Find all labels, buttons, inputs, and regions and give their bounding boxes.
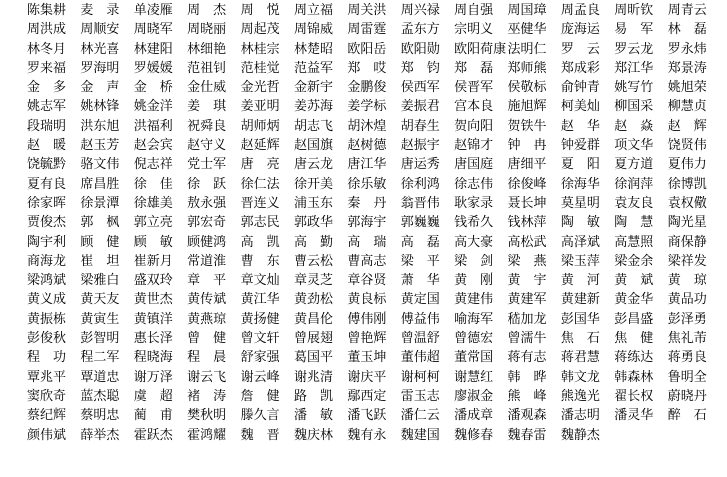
name-cell: 滕久言	[240, 408, 280, 424]
name-cell: 徐仁法	[240, 176, 280, 192]
name-cell: 洪福利	[133, 118, 173, 134]
name-cell: 潘灵华	[614, 408, 654, 424]
name-cell: 程 功	[27, 350, 67, 366]
name-cell: 褚 涛	[187, 388, 227, 404]
name-cell: 项文华	[614, 138, 654, 154]
name-cell: 章灵芝	[293, 273, 333, 289]
name-cell: 周昕钦	[614, 3, 654, 18]
name-cell: 唐运秀	[400, 157, 440, 173]
name-cell: 夏有良	[27, 176, 67, 192]
name-cell: 罗海明	[80, 60, 120, 76]
name-cell: 霍跃杰	[133, 427, 173, 443]
name-cell: 董常国	[454, 350, 494, 366]
name-cell: 金仕威	[187, 80, 227, 96]
name-cell: 夏方道	[614, 157, 654, 173]
name-cell: 高 凯	[240, 234, 280, 250]
name-cell: 徐乐敏	[347, 176, 387, 192]
name-cell: 周 杰	[187, 3, 227, 18]
name-cell: 唐 亮	[240, 157, 280, 173]
name-cell: 徐开美	[293, 176, 333, 192]
name-cell: 赵延辉	[240, 138, 280, 154]
name-cell: 廖淑金	[454, 388, 494, 404]
name-cell: 董玉坤	[347, 350, 387, 366]
name-cell: 柳慧贞	[667, 99, 707, 115]
name-cell: 谢庆平	[347, 369, 387, 385]
name-cell: 魏春雷	[507, 427, 547, 443]
name-cell: 熊 峰	[507, 388, 547, 404]
name-cell: 单凌雁	[133, 3, 173, 18]
name-cell: 黄寅生	[80, 311, 120, 327]
name-cell: 唐江华	[347, 157, 387, 173]
name-cell: 林楚昭	[293, 41, 333, 57]
name-cell: 蒋勇良	[667, 350, 707, 366]
name-cell: 梁金余	[614, 253, 654, 269]
name-cell: 彭智明	[80, 331, 120, 347]
name-cell: 柯美灿	[560, 99, 600, 115]
name-cell: 庞海运	[560, 22, 600, 38]
name-cell: 董伟超	[400, 350, 440, 366]
name-cell: 黄 斌	[614, 273, 654, 289]
name-cell: 曾温舒	[400, 331, 440, 347]
name-cell: 宫本良	[454, 99, 494, 115]
name-cell: 徐海华	[560, 176, 600, 192]
name-cell: 高大豪	[454, 234, 494, 250]
name-cell: 聂长坤	[507, 195, 547, 211]
name-cell: 盛双玲	[133, 273, 173, 289]
name-cell: 黄 琼	[667, 273, 707, 289]
name-cell: 陶 慧	[614, 215, 654, 231]
name-cell: 萧 华	[400, 273, 440, 289]
name-cell: 黄良标	[347, 292, 387, 308]
name-cell: 胡沐煌	[347, 118, 387, 134]
name-cell: 郑 钧	[400, 60, 440, 76]
name-cell: 晋连义	[240, 195, 280, 211]
name-cell: 徐 佳	[133, 176, 173, 192]
name-cell: 徐志伟	[454, 176, 494, 192]
name-cell: 周国璋	[507, 3, 547, 18]
name-cell: 姜苏海	[293, 99, 333, 115]
name-list-grid	[27, 1, 727, 445]
name-cell: 侯晋军	[454, 80, 494, 96]
name-cell: 詹 健	[240, 388, 280, 404]
name-cell: 程二军	[80, 350, 120, 366]
name-cell: 周兴禄	[400, 3, 440, 18]
name-cell: 郭志民	[240, 215, 280, 231]
name-cell: 曾艳辉	[347, 331, 387, 347]
name-cell: 法明仁	[507, 41, 547, 57]
name-cell: 程 晨	[187, 350, 227, 366]
name-cell: 章 平	[187, 273, 227, 289]
name-cell: 蔺 甫	[133, 408, 173, 424]
name-cell: 章谷贤	[347, 273, 387, 289]
name-cell: 郭 枫	[80, 215, 120, 231]
name-cell: 蔚晓丹	[667, 388, 707, 404]
name-cell: 赵振宇	[400, 138, 440, 154]
name-cell: 曾展翅	[293, 331, 333, 347]
name-cell: 蒋有志	[507, 350, 547, 366]
name-cell: 周孟良	[560, 3, 600, 18]
name-cell: 耿家录	[454, 195, 494, 211]
name-cell: 鄢西定	[347, 388, 387, 404]
name-cell: 魏庆林	[293, 427, 333, 443]
name-cell: 常道淮	[187, 253, 227, 269]
name-cell: 曹高志	[347, 253, 387, 269]
name-cell: 崔新月	[133, 253, 173, 269]
name-cell: 倪志祥	[133, 157, 173, 173]
name-cell: 醉 石	[667, 408, 707, 424]
name-cell: 窦欣奇	[27, 388, 67, 404]
name-cell: 彭俊秋	[27, 331, 67, 347]
name-cell: 谢万泽	[133, 369, 173, 385]
name-cell: 黄 刚	[454, 273, 494, 289]
name-cell: 梁雅白	[80, 273, 120, 289]
name-cell: 徐润萍	[614, 176, 654, 192]
name-cell: 喻海军	[454, 311, 494, 327]
name-cell: 黄品功	[667, 292, 707, 308]
name-cell: 徐 跃	[187, 176, 227, 192]
name-cell: 高松武	[507, 234, 547, 250]
name-cell: 潘观森	[507, 408, 547, 424]
name-cell: 周晓丽	[187, 22, 227, 38]
name-cell: 谢云峰	[240, 369, 280, 385]
name-cell: 洪东旭	[80, 118, 120, 134]
name-cell: 金 声	[80, 80, 120, 96]
name-cell: 赵国旗	[293, 138, 333, 154]
name-cell: 罗永炜	[667, 41, 707, 57]
name-cell: 胡志飞	[293, 118, 333, 134]
name-cell: 蒋练达	[614, 350, 654, 366]
name-cell: 欧阳荷康	[454, 41, 507, 57]
name-cell: 潘志明	[560, 408, 600, 424]
name-cell: 易 军	[614, 22, 654, 38]
name-cell: 范祖钊	[187, 60, 227, 76]
name-cell: 巫健华	[507, 22, 547, 38]
name-cell: 赵 暖	[27, 138, 67, 154]
name-cell: 赵锦才	[454, 138, 494, 154]
name-cell: 蔡明忠	[80, 408, 120, 424]
name-cell: 曹 东	[240, 253, 280, 269]
name-cell: 欧阳岳	[347, 41, 387, 57]
name-cell: 黄振栋	[27, 311, 67, 327]
name-cell: 钱林萍	[507, 215, 547, 231]
name-cell: 徐景潭	[80, 195, 120, 211]
name-cell: 饶毓黔	[27, 157, 67, 173]
name-cell: 周 悦	[240, 3, 280, 18]
name-cell: 舒家强	[240, 350, 280, 366]
name-cell: 唐云龙	[293, 157, 333, 173]
name-cell: 魏静杰	[560, 427, 600, 443]
name-cell: 黄世杰	[133, 292, 173, 308]
name-cell: 蒋君慧	[560, 350, 600, 366]
name-cell: 郑成彩	[560, 60, 600, 76]
name-cell: 周晓军	[133, 22, 173, 38]
name-cell: 颜伟斌	[27, 427, 67, 443]
name-cell: 焦 石	[560, 331, 600, 347]
name-cell: 徐博凯	[667, 176, 707, 192]
name-cell: 欧阳勋	[400, 41, 440, 57]
name-cell: 范桂觉	[240, 60, 280, 76]
name-cell: 赵会宾	[133, 138, 173, 154]
name-cell: 郑师熊	[507, 60, 547, 76]
name-cell: 赵守义	[187, 138, 227, 154]
name-cell: 魏修春	[454, 427, 494, 443]
name-cell: 秦 丹	[347, 195, 387, 211]
name-cell: 胡师炳	[240, 118, 280, 134]
name-cell: 罗 云	[560, 41, 600, 57]
name-cell: 钱希久	[454, 215, 494, 231]
name-cell: 彭泽勇	[667, 311, 707, 327]
name-cell: 傅伟刚	[347, 311, 387, 327]
name-cell: 周洪成	[27, 22, 67, 38]
name-cell: 罗媛媛	[133, 60, 173, 76]
name-cell: 俞钟青	[560, 80, 600, 96]
name-cell: 梁 燕	[507, 253, 547, 269]
name-cell: 林细艳	[187, 41, 227, 57]
name-cell: 林桂宗	[240, 41, 280, 57]
name-cell: 韩文龙	[560, 369, 600, 385]
name-cell: 钟爱群	[560, 138, 600, 154]
name-cell: 姜亚明	[240, 99, 280, 115]
name-cell: 魏有永	[347, 427, 387, 443]
name-cell: 黄义成	[27, 292, 67, 308]
name-cell: 谢慧红	[454, 369, 494, 385]
name-cell: 焦礼芾	[667, 331, 707, 347]
name-cell: 袁友良	[614, 195, 654, 211]
name-cell: 路 凯	[293, 388, 333, 404]
name-cell: 袁权儆	[667, 195, 707, 211]
name-cell: 商海龙	[27, 253, 67, 269]
name-cell: 陶光星	[667, 215, 707, 231]
name-cell: 段瑞明	[27, 118, 67, 134]
name-cell: 施旭辉	[507, 99, 547, 115]
name-cell: 顾 敏	[133, 234, 173, 250]
name-cell: 林建阳	[133, 41, 173, 57]
name-cell: 葛国平	[293, 350, 333, 366]
name-cell: 姚旭荣	[667, 80, 707, 96]
name-cell: 周关洪	[347, 3, 387, 18]
name-cell: 黄建伟	[454, 292, 494, 308]
name-cell: 陶宇利	[27, 234, 67, 250]
name-cell: 赵 华	[560, 118, 600, 134]
name-cell: 虞 超	[133, 388, 173, 404]
name-cell: 谢柯柯	[400, 369, 440, 385]
name-cell: 祝舜良	[187, 118, 227, 134]
name-cell: 敖永强	[187, 195, 227, 211]
name-cell: 郭巍巍	[400, 215, 440, 231]
name-cell: 林冬月	[27, 41, 67, 57]
name-cell: 潘 敏	[293, 408, 333, 424]
name-cell: 郑江华	[614, 60, 654, 76]
name-cell: 高泽斌	[560, 234, 600, 250]
name-cell: 姜学标	[347, 99, 387, 115]
name-cell: 贾俊杰	[27, 215, 67, 231]
name-cell: 周立福	[293, 3, 333, 18]
name-cell: 唐国庭	[454, 157, 494, 173]
name-cell: 黄传斌	[187, 292, 227, 308]
name-cell: 钟 冉	[507, 138, 547, 154]
name-cell: 嵇加龙	[507, 311, 547, 327]
name-cell: 林光喜	[80, 41, 120, 57]
name-cell: 金光哲	[240, 80, 280, 96]
name-cell: 潘成章	[454, 408, 494, 424]
name-cell: 金新宇	[293, 80, 333, 96]
name-cell: 谢云飞	[187, 369, 227, 385]
name-cell: 韩森林	[614, 369, 654, 385]
name-cell: 林 磊	[667, 22, 707, 38]
name-cell: 顾健鸿	[187, 234, 227, 250]
name-cell: 曾德宏	[454, 331, 494, 347]
name-cell: 黄定国	[400, 292, 440, 308]
name-cell: 金 多	[27, 80, 67, 96]
name-cell: 蓝杰聪	[80, 388, 120, 404]
name-cell: 黄建新	[560, 292, 600, 308]
name-cell: 黄昌伦	[293, 311, 333, 327]
name-cell: 周起茂	[240, 22, 280, 38]
name-cell: 党士军	[187, 157, 227, 173]
name-cell: 彭国华	[560, 311, 600, 327]
name-cell: 薛举杰	[80, 427, 120, 443]
name-cell: 金 桥	[133, 80, 173, 96]
name-cell: 饶贤伟	[667, 138, 707, 154]
name-cell: 郭宏奇	[187, 215, 227, 231]
name-cell: 章文灿	[240, 273, 280, 289]
name-cell: 莫星明	[560, 195, 600, 211]
name-cell: 胡春生	[400, 118, 440, 134]
name-cell: 徐家晖	[27, 195, 67, 211]
name-cell: 高 勤	[293, 234, 333, 250]
name-cell: 梁祥发	[667, 253, 707, 269]
name-cell: 魏 晋	[240, 427, 280, 443]
name-cell: 陈集耕	[27, 3, 67, 18]
name-cell: 侯敬标	[507, 80, 547, 96]
name-cell: 覃兆平	[27, 369, 67, 385]
name-cell: 姚志军	[27, 99, 67, 115]
name-cell: 姚金洋	[133, 99, 173, 115]
name-cell: 夏 阳	[560, 157, 600, 173]
name-cell: 席昌胜	[80, 176, 120, 192]
name-cell: 程晓海	[133, 350, 173, 366]
name-cell: 傅益伟	[400, 311, 440, 327]
name-cell: 梁玉萍	[560, 253, 600, 269]
name-cell: 黄江华	[240, 292, 280, 308]
name-cell: 姚林锋	[80, 99, 120, 115]
name-cell: 霍鸿耀	[187, 427, 227, 443]
name-cell: 黄扬健	[240, 311, 280, 327]
name-cell: 赵 焱	[614, 118, 654, 134]
name-cell: 谢兆清	[293, 369, 333, 385]
name-cell: 黄燕琼	[187, 311, 227, 327]
name-cell: 鲁明全	[667, 369, 707, 385]
name-cell: 蔡纪辉	[27, 408, 67, 424]
name-cell: 赵树德	[347, 138, 387, 154]
name-cell: 潘飞跃	[347, 408, 387, 424]
name-cell: 姜 琪	[187, 99, 227, 115]
name-cell: 孟东方	[400, 22, 440, 38]
name-cell: 周雷霆	[347, 22, 387, 38]
name-cell: 赵玉芳	[80, 138, 120, 154]
name-cell: 贺向阳	[454, 118, 494, 134]
name-cell: 覃道忠	[80, 369, 120, 385]
name-cell: 唐细平	[507, 157, 547, 173]
name-cell: 高 瑞	[347, 234, 387, 250]
name-cell: 熊逸光	[560, 388, 600, 404]
name-cell: 周锦威	[293, 22, 333, 38]
name-cell: 陶 敏	[560, 215, 600, 231]
name-cell: 曾 健	[187, 331, 227, 347]
name-cell: 郑景涛	[667, 60, 707, 76]
name-cell: 樊秋明	[187, 408, 227, 424]
name-cell: 黄建军	[507, 292, 547, 308]
name-cell: 罗来福	[27, 60, 67, 76]
name-cell: 翁晋伟	[400, 195, 440, 211]
name-cell: 崔 坦	[80, 253, 120, 269]
name-cell: 徐利鸿	[400, 176, 440, 192]
name-cell: 周青云	[667, 3, 707, 18]
name-cell: 骆文伟	[80, 157, 120, 173]
name-cell: 黄金华	[614, 292, 654, 308]
name-cell: 梁 剑	[454, 253, 494, 269]
name-cell: 周自强	[454, 3, 494, 18]
name-cell: 徐俊峰	[507, 176, 547, 192]
name-cell: 郑 哎	[347, 60, 387, 76]
name-cell: 姚写竹	[614, 80, 654, 96]
name-cell: 黄劲松	[293, 292, 333, 308]
name-cell: 梁 平	[400, 253, 440, 269]
name-cell: 郭海宇	[347, 215, 387, 231]
name-cell: 曾濡牛	[507, 331, 547, 347]
name-cell: 高慧照	[614, 234, 654, 250]
name-cell: 魏建国	[400, 427, 440, 443]
name-cell: 顾 健	[80, 234, 120, 250]
name-cell: 郭立亮	[133, 215, 173, 231]
name-cell: 赵 辉	[667, 118, 707, 134]
name-cell: 金鹏俊	[347, 80, 387, 96]
name-cell: 郭政华	[293, 215, 333, 231]
name-cell: 彭昌盛	[614, 311, 654, 327]
name-cell: 宗明义	[454, 22, 494, 38]
name-cell: 曹云松	[293, 253, 333, 269]
name-cell: 黄镇洋	[133, 311, 173, 327]
name-cell: 郑 磊	[454, 60, 494, 76]
name-cell: 姜振君	[400, 99, 440, 115]
name-cell: 曾文轩	[240, 331, 280, 347]
name-cell: 麦 录	[80, 3, 120, 18]
name-cell: 潘仁云	[400, 408, 440, 424]
name-cell: 雷玉志	[400, 388, 440, 404]
name-cell: 浦玉东	[293, 195, 333, 211]
name-cell: 夏伟力	[667, 157, 707, 173]
name-cell: 韩 晔	[507, 369, 547, 385]
name-cell: 惠长泽	[133, 331, 173, 347]
name-cell: 周顺安	[80, 22, 120, 38]
name-cell: 梁鸿斌	[27, 273, 67, 289]
name-cell: 黄 河	[560, 273, 600, 289]
name-cell: 罗云龙	[614, 41, 654, 57]
name-cell: 贺铁牛	[507, 118, 547, 134]
name-cell: 商保静	[667, 234, 707, 250]
name-cell: 翟长权	[614, 388, 654, 404]
name-cell: 柳国采	[614, 99, 654, 115]
name-cell: 焦 健	[614, 331, 654, 347]
name-cell: 范益军	[293, 60, 333, 76]
name-cell: 徐雄美	[133, 195, 173, 211]
name-cell: 高 磊	[400, 234, 440, 250]
name-cell: 黄天友	[80, 292, 120, 308]
name-cell: 黄 宇	[507, 273, 547, 289]
name-cell: 侯西军	[400, 80, 440, 96]
